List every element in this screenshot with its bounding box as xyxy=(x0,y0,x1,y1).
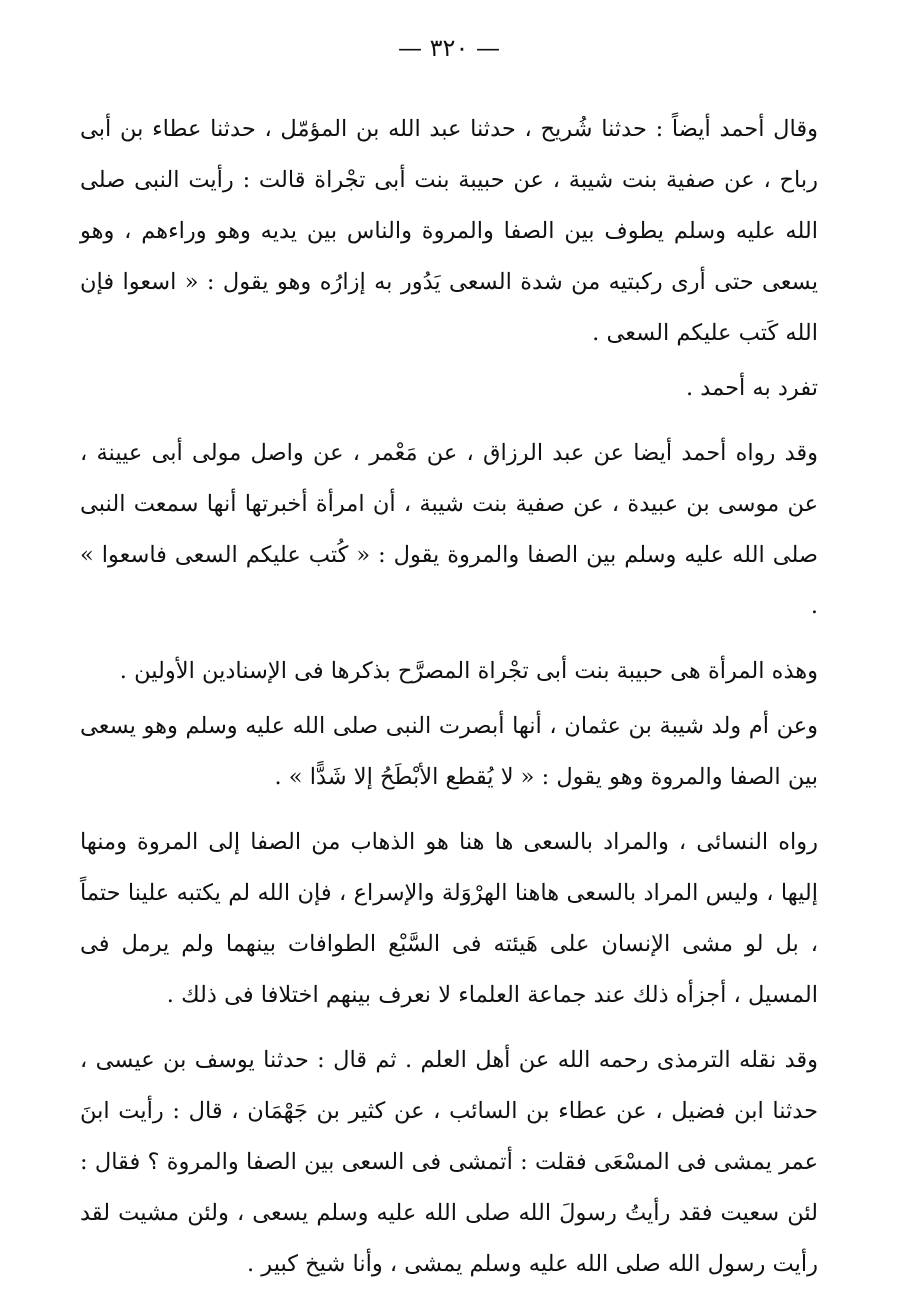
paragraph-tafarrud: تفرد به أحمد . xyxy=(686,375,818,401)
paragraph-nasai-explanation: رواه النسائى ، والمراد بالسعى ها هنا هو الذهاب من الصفا إلى المروة ومنها إليها ، وليس المراد بالسعى هاهنا الهرْوَلة والإسراع ، فإن الله لم يكتبه علينا حتماً ، بل لو مشى الإنسان على هَيئته فى السَّبْع الطوافات بينهما ولم يرمل فى المسيل ، أجزأه ذلك عند جماعة العلماء لا نعرف بينهم اختلافا فى ذلك . xyxy=(80,829,818,1008)
paragraph-ahmad-narration: وقال أحمد أيضاً : حدثنا شُريح ، حدثنا عبد الله بن المؤمّل ، حدثنا عطاء بن أبى رباح ، عن صفية بنت شيبة ، عن حبيبة بنت أبى تجْراة قالت : رأيت النبى صلى الله عليه وسلم يطوف بين الصفا والمروة والناس بين يديه وهو وراءهم ، وهو يسعى حتى أرى ركبتيه من شدة السعى يَدُور به إزارُه وهو يقول : « اسعوا فإن الله كَتب عليكم السعى . xyxy=(80,116,818,346)
page-number: — ٣٢٠ — xyxy=(398,34,500,62)
paragraph-umm-walad-narration: وعن أم ولد شيبة بن عثمان ، أنها أبصرت النبى صلى الله عليه وسلم وهو يسعى بين الصفا والمروة وهو يقول : « لا يُقطع الأبْطَحُ إلا شَدًّا » . xyxy=(80,713,818,790)
paragraph-tirmidhi-narration: وقد نقله الترمذى رحمه الله عن أهل العلم . ثم قال : حدثنا يوسف بن عيسى ، حدثنا ابن فضيل ، عن عطاء بن السائب ، عن كثير بن جَهْمَان ، قال : رأيت ابنَ عمر يمشى فى المسْعَى فقلت : أتمشى فى السعى بين الصفا والمروة ؟ فقال : لئن سعيت فقد رأيتُ رسولَ الله صلى الله عليه وسلم يسعى ، ولئن مشيت لقد رأيت رسول الله صلى الله عليه وسلم يمشى ، وأنا شيخ كبير . xyxy=(80,1047,818,1277)
paragraph-abdurrazzaq-narration: وقد رواه أحمد أيضا عن عبد الرزاق ، عن مَعْمر ، عن واصل مولى أبى عيينة ، عن موسى بن عبيدة ، عن صفية بنت شيبة ، أن امرأة أخبرتها أنها سمعت النبى صلى الله عليه وسلم بين الصفا والمروة يقول : « كُتب عليكم السعى فاسعوا » . xyxy=(80,440,818,619)
paragraph-woman-identity: وهذه المرأة هى حبيبة بنت أبى تجْراة المصرَّح بذكرها فى الإسنادين الأولين . xyxy=(119,658,818,684)
